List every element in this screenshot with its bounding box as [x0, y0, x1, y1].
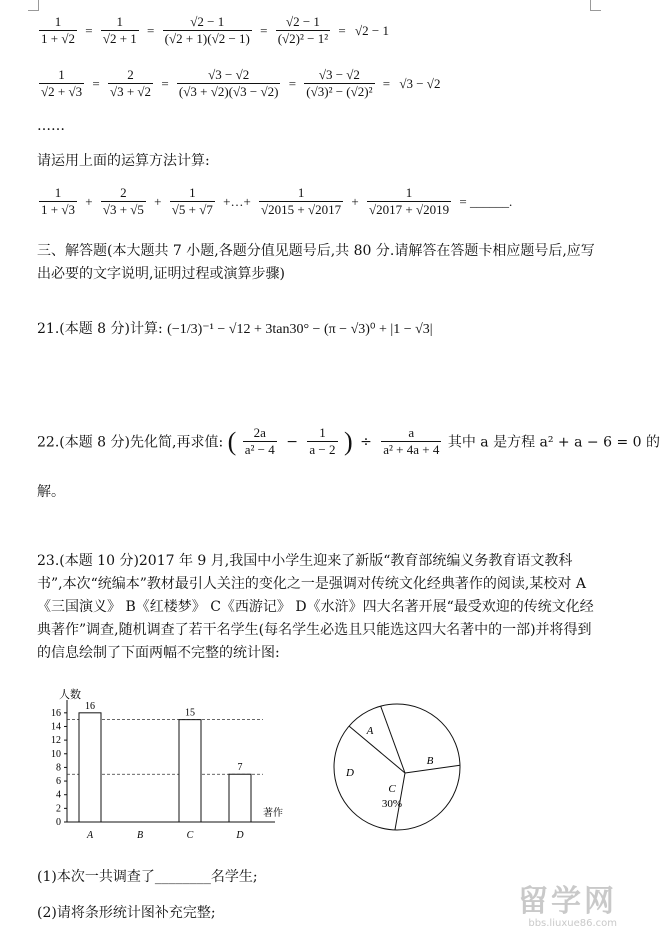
example-row-1: $\frac{1}{1 + √2}$ = $\frac{1}{√2 + 1}$ = $\frac{√2 - 1}{(√2 + 1)(√2 - 1)}$ = $\frac{√2 - 1}{\text{(√2)² − 1²}}$ = √2 − 1 [41, 14, 389, 46]
y-tick-label: 2 [56, 803, 61, 815]
watermark-brand: 留学网 [518, 884, 617, 919]
fraction: $\frac{2}{√3 + √5}$ [102, 185, 144, 217]
fraction: $\frac{√2 - 1}{\text{(√2)² − 1²}}$ [277, 14, 329, 46]
question-22: 22.(本题 8 分)先化简,再求值: ( $\frac{2a}{\text{a² − 4}}$ − $\frac{1}{a - 2}$ ) ÷ $\frac{a}{\text{a² + 4a + 4}}$ 其中 a 是方程 a² + a − 6 = 0 的 [37, 425, 660, 457]
fraction: $\frac{√2 - 1}{(√2 + 1)(√2 - 1)}$ [164, 14, 250, 46]
y-tick-label: 6 [56, 776, 61, 788]
watermark-url: bbs.liuxue86.com [528, 918, 617, 929]
question-21-label: 21.(本题 8 分)计算: [37, 321, 163, 337]
result: √3 − √2 [399, 75, 441, 91]
question-22-tail: 其中 a 是方程 a² + a − 6 = 0 的 [447, 434, 660, 451]
question-23: 23.(本题 10 分)2017 年 9 月,我国中小学生迎来了新版“教育部统编义务教育语文教科书”,本次“统编本”教材最引人关注的变化之一是强调对传统文化经典著作的阅读,某校对 A《三国演义》 B《红楼梦》 C《西游记》 D《水浒》四大名著开展“最受欢迎的传统文化经典著作”调查,随机调查了若干名学生(每名学生必选且只能选这四大名著中的一部)并将得到的信息绘制了下面两幅不完整的统计图: [37, 553, 594, 661]
fraction: $\frac{2a}{\text{a² − 4}}$ [244, 425, 275, 457]
section-3-heading: 三、解答题(本大题共 7 小题,各题分值见题号后,共 80 分.请解答在答题卡相应题号后,应写出必要的文字说明,证明过程或演算步骤) [37, 243, 595, 282]
dots: +…+ [223, 193, 251, 209]
fraction: $\frac{1}{√2017 + √2019}$ [369, 185, 450, 217]
y-tick-label: 16 [51, 707, 61, 719]
x-tick-label: B [136, 830, 144, 841]
bar-data-label: 16 [85, 700, 95, 712]
fraction: $\frac{1}{√5 + √7}$ [171, 185, 213, 217]
result: √2 − 1 [354, 22, 389, 38]
fraction: $\frac{1}{√2015 + √2017}$ [261, 185, 342, 217]
y-tick-label: 8 [56, 762, 61, 774]
bar [179, 720, 201, 822]
question-22-continued: 解。 [37, 484, 65, 500]
y-tick-label: 10 [51, 748, 61, 760]
fraction: $\frac{1}{√2 + √3}$ [41, 67, 83, 99]
y-tick-label: 14 [51, 721, 61, 733]
fraction: $\frac{a}{\text{a² + 4a + 4}}$ [383, 425, 440, 457]
slice-label-b: B [426, 755, 434, 767]
x-axis-label: 著作 [263, 808, 283, 819]
x-tick-label: A [86, 830, 94, 841]
bar-data-label: 15 [185, 707, 195, 719]
instruction-text: 请运用上面的运算方法计算: [37, 153, 210, 169]
y-tick-label: 12 [51, 735, 61, 747]
bar [79, 713, 101, 822]
bar-chart [35, 690, 305, 850]
fraction: $\frac{1}{1 + √3}$ [41, 185, 75, 217]
corner-mark-left [28, 0, 39, 11]
slice-percent-c: 30% [381, 798, 403, 810]
question-21 [37, 318, 433, 338]
bar [229, 774, 251, 822]
x-tick-label: C [186, 830, 194, 841]
fraction: $\frac{2}{√3 + √2}$ [109, 67, 152, 99]
sub-question-2: (2)请将条形统计图补充完整; [37, 905, 216, 921]
question-22-label: 22.(本题 8 分)先化简,再求值: [37, 434, 224, 451]
bar-data-label: 7 [237, 762, 243, 774]
question-21-expression: (−1/3)⁻¹ − √12 + 3tan30° − (π − √3)⁰ + |1 − √3| [167, 322, 433, 337]
y-tick-label: 4 [56, 789, 61, 801]
fraction: $\frac{√3 - √2}{\text{(√3)² − (√2)²}}$ [306, 67, 373, 99]
slice-label-a: A [366, 725, 374, 737]
sum-expression: $\frac{1}{1 + √3}$ + $\frac{2}{√3 + √5}$ + $\frac{1}{√5 + √7}$ +…+ $\frac{1}{√2015 + √2017}$ + $\frac{1}{√2017 + √2019}$ = ______. [41, 185, 513, 217]
pie-chart [322, 700, 472, 835]
y-axis-label: 人数 [59, 689, 81, 701]
sub-question-1: (1)本次一共调查了________名学生; [37, 869, 258, 885]
y-tick-label: 0 [56, 817, 61, 828]
fraction: $\frac{1}{1 + √2}$ [41, 14, 75, 46]
fraction: $\frac{1}{√2 + 1}$ [102, 14, 137, 46]
ellipsis: …… [37, 118, 65, 134]
watermark [518, 886, 617, 929]
slice-label-c: C [388, 783, 396, 795]
answer-blank: = ______. [459, 193, 513, 209]
slice-label-d: D [346, 767, 354, 779]
x-tick-label: D [236, 830, 244, 841]
example-row-2: $\frac{1}{√2 + √3}$ = $\frac{2}{√3 + √2}$ = $\frac{√3 - √2}{(√3 + √2)(√3 - √2)}$ = $\frac{√3 - √2}{\text{(√3)² − (√2)²}}$ = √3 − √2 [41, 67, 441, 99]
fraction: $\frac{1}{a - 2}$ [309, 425, 336, 457]
fraction: $\frac{√3 - √2}{(√3 + √2)(√3 - √2)}$ [178, 67, 279, 99]
corner-mark-right [590, 0, 601, 11]
